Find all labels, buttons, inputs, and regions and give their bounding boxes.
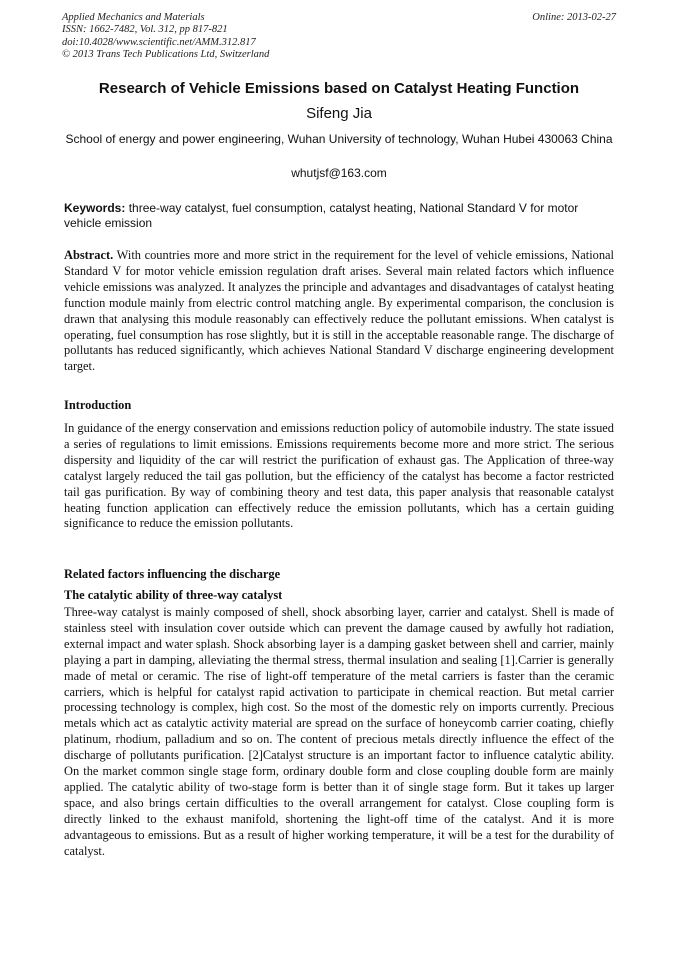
- paper-title: Research of Vehicle Emissions based on Catalyst Heating Function: [98, 80, 580, 97]
- keywords-text: three-way catalyst, fuel consumption, catalyst heating, National Standard V for motor vehicle emission: [64, 201, 579, 230]
- online-date: Online: 2013-02-27: [532, 12, 616, 23]
- journal-name: Applied Mechanics and Materials: [62, 12, 205, 23]
- related-factors-text: Three-way catalyst is mainly composed of shell, shock absorbing layer, carrier and catalyst. Shell is made of stainless steel with insulation cover outside which can prevent the damage caused by awfully hot radiation, external impact and water splash. Shock absorbing layer is a damping gasket between shell and carrier, mainly playing a part in damping, alleviating the thermal stress, thermal insulation and sealing [1].Carrier is generally made of metal or ceramic. The rise of light-off temperature of the metal carriers is faster than the ceramic carriers, which is helpful for catalyst rapid activation to participate in chemical reaction. But metal carrier processing technology is complex, high cost. So the most of the domestic rely on imports currently. Precious metals which act as catalytic activity material are spread on the surface of honeycomb carrier coating, chiefly platinum, rhodium, palladium and so on. The content of precious metals directly influence the effect of the discharge of pollutants purification. [2]Catalyst structure is an important factor to influence catalytic ability. On the market common single stage form, ordinary double form and close coupling double form are mainly applied. The catalytic ability of two-stage form is better than it of single stage form. But it takes up larger space, and also brings certain difficulties to the overall arrangement for catalyst. Close coupling form is directly linked to the exhaust manifold, shortening the light-off time of the catalyst. And it is more advantageous to emissions. But as a result of higher working temperature, it will be a test for the durability of catalyst.: [64, 605, 614, 858]
- introduction-text: In guidance of the energy conservation and emissions reduction policy of automobile industry. The state issued a series of regulations to limit emissions. Emissions requirements become more and more strict. The serious dispersity and liquidity of the car will restrict the purification of exhaust gas. The Application of three-way catalyst largely reduced the tail gas pollution, but the efficiency of the catalyst has become a factor restricted tail gas purification. By way of combining theory and test data, this paper analysis that reasonable catalyst heating function application can effectively reduce the emission pollutants, which has a certain guiding significance to reduce the emission pollutants.: [64, 421, 614, 531]
- section-title-related-factors: Related factors influencing the discharge: [64, 567, 281, 581]
- journal-copyright: © 2013 Trans Tech Publications Ltd, Switzerland: [62, 48, 270, 60]
- keywords: [64, 201, 614, 231]
- author-email: whutjsf@163.com: [291, 166, 387, 180]
- abstract-text: With countries more and more strict in the requirement for the level of vehicle emissions, National Standard V for motor vehicle emission regulation draft arises. Several main related factors which influence vehicle emissions was analyzed. It analyzes the principle and advantages and disadvantages of catalyst heating function module mainly from electric control matching angle. By experimental comparison, the conclusion is drawn that analysing this module reasonably can effectively reduce the pollutant emissions. When catalyst is operating, fuel consumption has rose slightly, but it is still in the acceptable reasonable range. The discharge of pollutants has reduced significantly, which achieves National Standard V discharge engineering development target.: [64, 248, 614, 374]
- journal-doi: doi:10.4028/www.scientific.net/AMM.312.817: [62, 36, 256, 48]
- abstract-label: Abstract.: [64, 248, 114, 262]
- keywords-label: Keywords:: [64, 201, 126, 215]
- journal-issn: ISSN: 1662-7482, Vol. 312, pp 817-821: [62, 24, 228, 36]
- paper-author: Sifeng Jia: [306, 105, 372, 122]
- subsection-title-catalytic-ability: The catalytic ability of three-way catalyst: [64, 588, 283, 602]
- abstract: [64, 248, 614, 375]
- section-title-introduction: Introduction: [64, 398, 132, 412]
- journal-header: [62, 12, 269, 61]
- author-affiliation: School of energy and power engineering, Wuhan University of technology, Wuhan Hubei 430063 China: [65, 132, 613, 146]
